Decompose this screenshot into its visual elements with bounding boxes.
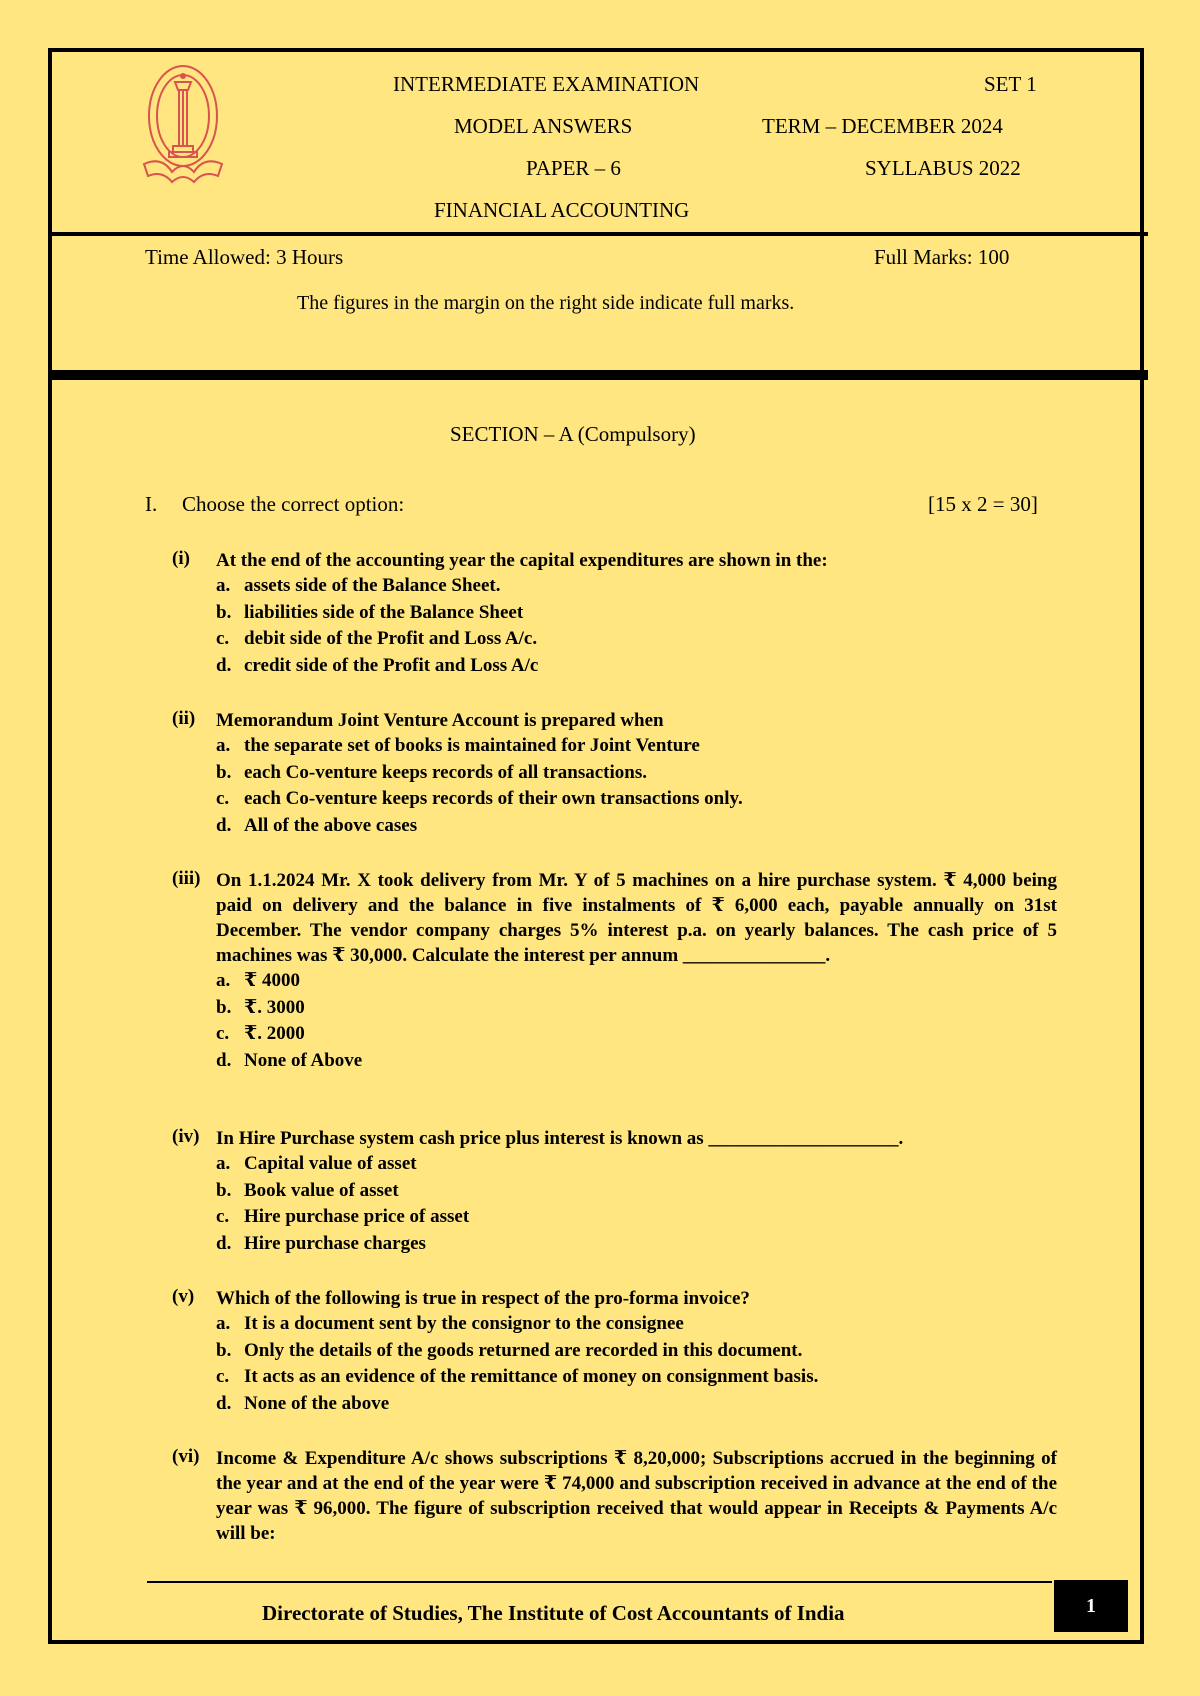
- answer-option: [216, 1391, 1057, 1418]
- answer-option-text: It is a document sent by the consignor to the consignee: [244, 1313, 684, 1334]
- answer-option-label: a.: [216, 575, 231, 596]
- answer-option-label: b.: [216, 761, 232, 783]
- question-item-text: Which of the following is true in respect of the pro-forma invoice?: [216, 1288, 750, 1309]
- answer-option-text: It acts as an evidence of the remittance of money on consignment basis.: [244, 1366, 819, 1387]
- question-item-number: (iii): [172, 868, 201, 889]
- question-item-text: Memorandum Joint Venture Account is prepared when: [216, 710, 664, 731]
- set-label: SET 1: [984, 72, 1037, 96]
- answer-option-text: ₹. 3000: [244, 996, 305, 1018]
- question-item-number: (i): [172, 548, 190, 569]
- answer-option: [216, 1364, 1057, 1391]
- answer-option-label: c.: [216, 1206, 230, 1227]
- answer-option-label: c.: [216, 788, 230, 809]
- marks-note: The figures in the margin on the right side indicate full marks.: [297, 292, 795, 314]
- answer-option: [216, 1178, 1057, 1205]
- question-item: [172, 1126, 1057, 1257]
- model-answers-label: MODEL ANSWERS: [454, 114, 633, 138]
- syllabus-label: SYLLABUS 2022: [865, 156, 1021, 180]
- answer-option-label: d.: [216, 1049, 232, 1071]
- answer-option-label: b.: [216, 996, 232, 1018]
- answer-option-label: d.: [216, 654, 232, 676]
- question-item-text: On 1.1.2024 Mr. X took delivery from Mr. Y of 5 machines on a hire purchase system. ₹ 4,000 being paid on delivery and the balance in five instalments of ₹ 6,000 each, payable annually on 31st December. The vendor company charges 5% interest p.a. on yearly balances. The cash price of 5 machines was ₹ 30,000. Calculate the interest per annum _______________.: [216, 870, 1057, 966]
- answer-option-label: d.: [216, 1232, 232, 1254]
- answer-option-label: b.: [216, 1339, 232, 1361]
- answer-option-label: a.: [216, 1313, 231, 1334]
- answer-option-text: Only the details of the goods returned are recorded in this document.: [244, 1339, 803, 1361]
- question-instruction: Choose the correct option:: [182, 492, 405, 516]
- answer-option-text: None of the above: [244, 1392, 390, 1414]
- answer-option: [216, 968, 1057, 995]
- option-list: [216, 1311, 1057, 1417]
- question-item: [172, 868, 1057, 1074]
- full-marks: Full Marks: 100: [874, 245, 1010, 269]
- question-item-number: (v): [172, 1286, 195, 1307]
- answer-option: [216, 600, 1057, 627]
- page-number: 1: [1054, 1580, 1128, 1632]
- footer-divider: [147, 1581, 1052, 1583]
- answer-option-text: Book value of asset: [244, 1179, 399, 1201]
- answer-option-label: a.: [216, 970, 231, 991]
- answer-option-text: liabilities side of the Balance Sheet: [244, 601, 524, 623]
- answer-option-text: each Co-venture keeps records of their own transactions only.: [244, 788, 743, 809]
- section-title: SECTION – A (Compulsory): [450, 422, 696, 446]
- term-label: TERM – DECEMBER 2024: [762, 114, 1003, 138]
- answer-option: [216, 995, 1057, 1022]
- time-allowed: Time Allowed: 3 Hours: [145, 245, 344, 269]
- question-item-number: (vi): [172, 1446, 200, 1467]
- question-item: [172, 1286, 1057, 1417]
- answer-option: [216, 760, 1057, 787]
- answer-option: [216, 1204, 1057, 1231]
- subject-title: FINANCIAL ACCOUNTING: [434, 198, 690, 222]
- answer-option-label: b.: [216, 601, 232, 623]
- question-marks: [15 x 2 = 30]: [928, 492, 1038, 516]
- answer-option-label: c.: [216, 1366, 230, 1387]
- answer-option-label: a.: [216, 735, 231, 756]
- option-list: [216, 733, 1057, 839]
- question-item-text: In Hire Purchase system cash price plus interest is known as ____________________.: [216, 1128, 904, 1149]
- exam-title: INTERMEDIATE EXAMINATION: [393, 72, 700, 96]
- answer-option: [216, 1338, 1057, 1365]
- question-item: [172, 548, 1057, 679]
- answer-option: [216, 733, 1057, 760]
- answer-option-text: each Co-venture keeps records of all transactions.: [244, 761, 647, 783]
- answer-option-label: b.: [216, 1179, 232, 1201]
- answer-option-text: ₹. 2000: [244, 1023, 305, 1044]
- answer-option-text: None of Above: [244, 1049, 363, 1071]
- institute-logo-icon: [142, 60, 224, 186]
- answer-option: [216, 626, 1057, 653]
- answer-option-text: credit side of the Profit and Loss A/c: [244, 654, 539, 676]
- answer-option-label: c.: [216, 1023, 230, 1044]
- question-item-text: Income & Expenditure A/c shows subscriptions ₹ 8,20,000; Subscriptions accrued in the beginning of the year and at the end of the year were ₹ 74,000 and subscription received in advance at the end of the year was ₹ 96,000. The figure of subscription received that would appear in Receipts & Payments A/c will be:: [216, 1448, 1057, 1544]
- answer-option-text: assets side of the Balance Sheet.: [244, 575, 501, 596]
- answer-option-label: d.: [216, 814, 232, 836]
- question-item: [172, 708, 1057, 839]
- option-list: [216, 968, 1057, 1074]
- answer-option: [216, 1231, 1057, 1258]
- answer-option: [216, 1311, 1057, 1338]
- footer-text: Directorate of Studies, The Institute of Cost Accountants of India: [262, 1601, 845, 1625]
- answer-option-text: Capital value of asset: [244, 1153, 417, 1174]
- answer-option-text: the separate set of books is maintained for Joint Venture: [244, 735, 700, 756]
- answer-option-label: a.: [216, 1153, 231, 1174]
- question-item-text: At the end of the accounting year the capital expenditures are shown in the:: [216, 550, 828, 571]
- paper-label: PAPER – 6: [526, 156, 621, 180]
- answer-option: [216, 813, 1057, 840]
- answer-option: [216, 573, 1057, 600]
- answer-option-text: ₹ 4000: [244, 970, 300, 991]
- option-list: [216, 573, 1057, 679]
- question-number: I.: [145, 492, 158, 516]
- answer-option-label: d.: [216, 1392, 232, 1414]
- answer-option: [216, 653, 1057, 680]
- answer-option: [216, 1048, 1057, 1075]
- answer-option-text: Hire purchase price of asset: [244, 1206, 470, 1227]
- question-item-number: (iv): [172, 1126, 200, 1147]
- question-item-number: (ii): [172, 708, 196, 729]
- answer-option-text: Hire purchase charges: [244, 1232, 426, 1254]
- answer-option-text: All of the above cases: [244, 814, 418, 836]
- answer-option: [216, 1021, 1057, 1048]
- header-divider: [48, 232, 1148, 236]
- info-divider: [48, 370, 1148, 380]
- answer-option: [216, 786, 1057, 813]
- question-item: [172, 1446, 1057, 1546]
- answer-option-text: debit side of the Profit and Loss A/c.: [244, 628, 538, 649]
- option-list: [216, 1151, 1057, 1257]
- answer-option: [216, 1151, 1057, 1178]
- answer-option-label: c.: [216, 628, 230, 649]
